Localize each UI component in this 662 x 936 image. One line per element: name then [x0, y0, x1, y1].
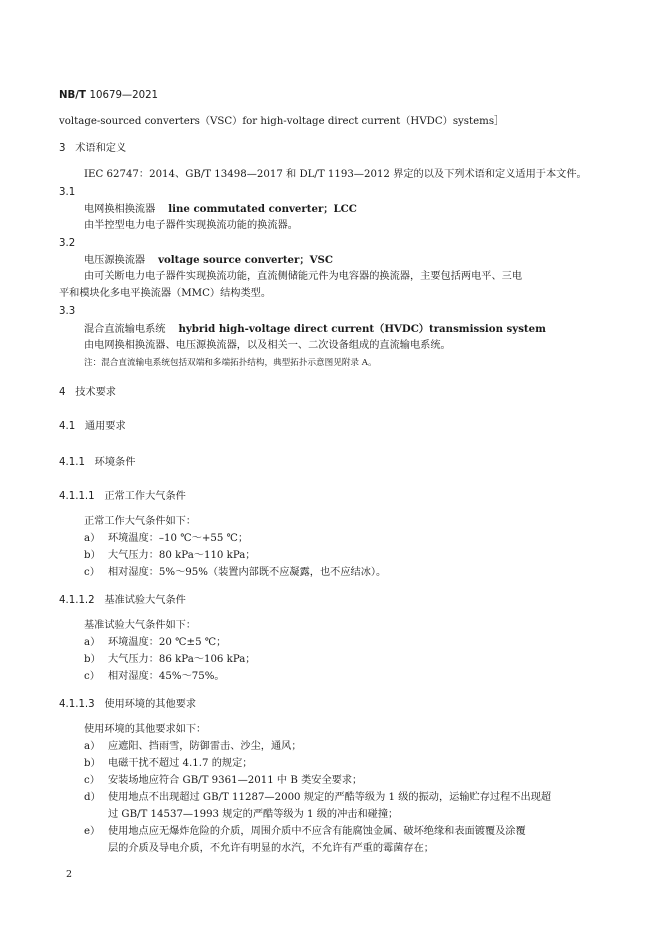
term-number: 3.1 — [59, 187, 76, 198]
list-item: c） 相对湿度：45%～75%。 — [84, 671, 225, 682]
list-intro: 使用环境的其他要求如下： — [84, 724, 207, 735]
term-definition-cont: 平和模块化多电平换流器（MMC）结构类型。 — [59, 288, 272, 299]
list-item: b） 电磁干扰不超过 4.1.7 的规定； — [84, 758, 253, 769]
list-intro: 正常工作大气条件如下： — [84, 516, 197, 527]
page-number: 2 — [66, 869, 73, 880]
list-item: a） 应遮阳、挡雨雪，防御雷击、沙尘，通风； — [84, 741, 302, 752]
section-4-1-1-heading: 4.1.1 环境条件 — [59, 457, 136, 468]
document-subtitle: voltage-sourced converters（VSC）for high-voltage direct current（HVDC）systems］ — [59, 116, 505, 127]
term-definition: 由可关断电力电子器件实现换流功能，直流侧储能元件为电容器的换流器，主要包括两电平、三电 — [84, 271, 523, 282]
term-title: 混合直流输电系统 hybrid high-voltage direct current（HVDC）transmission system — [84, 323, 546, 335]
term-definition: 由电网换相换流器、电压源换流器，以及相关一、二次设备组成的直流输电系统。 — [84, 340, 451, 351]
section-4-1-1-1-heading: 4.1.1.1 正常工作大气条件 — [59, 491, 186, 502]
section-4-1-1-2-heading: 4.1.1.2 基准试验大气条件 — [59, 595, 186, 606]
list-item-cont: 过 GB/T 14537—1993 规定的严酷等级为 1 级的冲击和碰撞； — [108, 809, 399, 820]
term-definition: 由半控型电力电子器件实现换流功能的换流器。 — [84, 220, 298, 231]
section-4-1-heading: 4.1 通用要求 — [59, 421, 126, 432]
term-title: 电网换相换流器 line commutated converter；LCC — [84, 203, 357, 215]
section-4-heading: 4 技术要求 — [59, 387, 116, 398]
list-intro: 基准试验大气条件如下： — [84, 620, 197, 631]
term-title: 电压源换流器 voltage source converter；VSC — [84, 254, 333, 266]
section-4-1-1-3-heading: 4.1.1.3 使用环境的其他要求 — [59, 699, 197, 710]
section-3-heading: 3 术语和定义 — [59, 143, 127, 154]
list-item: c） 安装场地应符合 GB/T 9361—2011 中 B 类安全要求； — [84, 775, 363, 786]
list-item-cont: 层的介质及导电介质，不允许有明显的水汽，不允许有严重的霉菌存在； — [108, 843, 434, 854]
list-item: c） 相对湿度：5%～95%（装置内部既不应凝露，也不应结冰）。 — [84, 567, 387, 578]
section-3-intro: IEC 62747：2014、GB/T 13498—2017 和 DL/T 1193—2012 界定的以及下列术语和定义适用于本文件。 — [84, 169, 587, 180]
list-item: a） 环境温度：–10 ℃～+55 ℃； — [84, 533, 249, 544]
list-item: d） 使用地点不出现超过 GB/T 11287—2000 规定的严酷等级为 1 级的振动，运输贮存过程不出现超 — [84, 792, 552, 803]
standard-code: NB/T 10679—2021 — [59, 90, 159, 101]
list-item: a） 环境温度：20 ℃±5 ℃； — [84, 637, 227, 648]
list-item: e） 使用地点应无爆炸危险的介质，周围介质中不应含有能腐蚀金属、破坏绝缘和表面镀覆及涂覆 — [84, 826, 526, 837]
term-number: 3.3 — [59, 306, 76, 317]
list-item: b） 大气压力：80 kPa～110 kPa； — [84, 550, 256, 561]
term-note: 注：混合直流输电系统包括双端和多端拓扑结构，典型拓扑示意图见附录 A。 — [84, 358, 377, 368]
term-number: 3.2 — [59, 238, 76, 249]
list-item: b） 大气压力：86 kPa～106 kPa； — [84, 654, 256, 665]
